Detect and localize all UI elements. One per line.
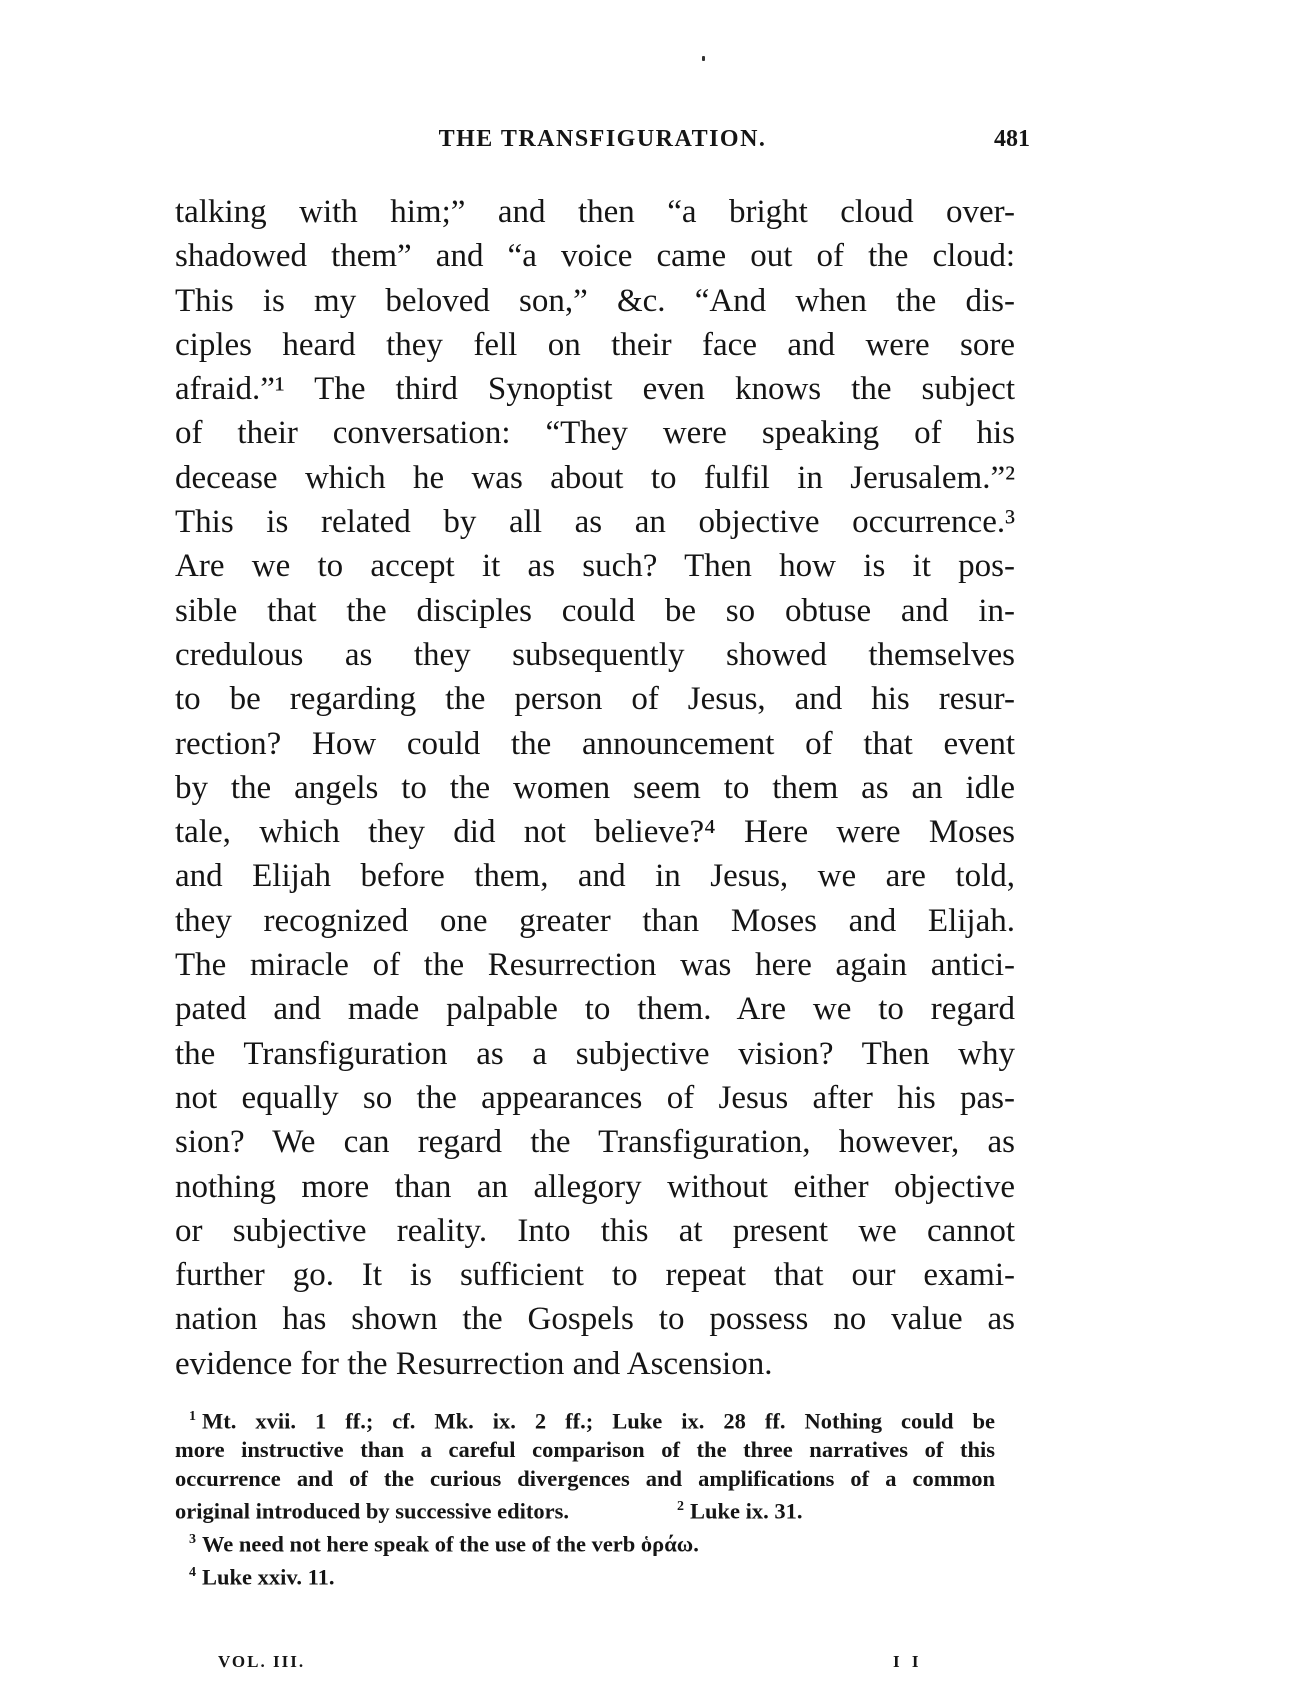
footnote-1-line: more instructive than a careful comparison of the three narratives of this [175,1437,995,1462]
body-line: pated and made palpable to them. Are we to regard [175,991,1015,1028]
body-line: The miracle of the Resurrection was here again antici- [175,947,1015,984]
footnote-2-text: Luke ix. 31. [689,1498,803,1524]
footnote-marker: 4 [189,1565,196,1580]
body-line: nation has shown the Gospels to possess no value as [175,1301,1015,1338]
body-line: and Elijah before them, and in Jesus, we are told, [175,858,1015,895]
body-line: nothing more than an allegory without either objective [175,1168,1015,1205]
body-line: they recognized one greater than Moses and Elijah. [175,902,1015,939]
body-line: shadowed them” and “a voice came out of the cloud: [175,238,1015,275]
body-line: credulous as they subsequently showed themselves [175,636,1015,673]
footnote-1-line [175,1493,995,1526]
print-speck [702,56,705,61]
footnote-1-line [175,1403,995,1436]
body-line: of their conversation: “They were speaking of his [175,415,1015,452]
body-line: tale, which they did not believe?⁴ Here were Moses [175,814,1015,851]
body-line: to be regarding the person of Jesus, and his resur- [175,681,1015,718]
body-paragraph [175,190,1015,1386]
body-line: This is my beloved son,” &c. “And when the dis- [175,282,1015,319]
body-line: sible that the disciples could be so obtuse and in- [175,592,1015,629]
footnote-marker: 1 [189,1409,196,1424]
footnote-3-line [175,1526,995,1559]
volume-signature: VOL. III. [218,1652,306,1671]
page-number: 481 [994,126,1030,152]
body-line: not equally so the appearances of Jesus after his pas- [175,1079,1015,1116]
body-line: decease which he was about to fulfil in Jerusalem.”² [175,459,1015,496]
footnote-1-text: Mt. xvii. 1 ff.; cf. Mk. ix. 2 ff.; Luke ix. 28 ff. Nothing could be [202,1408,995,1434]
footnote-3-text: We need not here speak of the use of the verb ὁράω. [202,1531,699,1557]
footnote-marker: 2 [676,1499,684,1514]
body-line: sion? We can regard the Transfiguration, however, as [175,1124,1015,1161]
running-title: THE TRANSFIGURATION. [438,126,767,152]
footnote-1-line: occurrence and of the curious divergences and amplifications of a common [175,1465,995,1491]
footnote-4-text: Luke xxiv. 11. [202,1564,335,1590]
body-line: ciples heard they fell on their face and were sore [175,326,1015,363]
body-line: Are we to accept it as such? Then how is it pos- [175,548,1015,585]
footnotes [175,1403,995,1592]
body-line: rection? How could the announcement of that event [175,725,1015,762]
body-line: by the angels to the women seem to them as an idle [175,769,1015,806]
page-header [175,126,1030,166]
body-line: afraid.”¹ The third Synoptist even knows the subject [175,371,1015,408]
footnote-1-text: original introduced by successive editors. [175,1498,569,1524]
body-line: This is related by all as an objective occurrence.³ [175,504,1015,541]
body-line: the Transfiguration as a subjective vision? Then why [175,1035,1015,1072]
gathering-signature: I I [893,1652,923,1671]
body-line: talking with him;” and then “a bright cloud over- [175,194,1015,230]
footnote-marker: 3 [189,1532,196,1547]
footnote-4-line [175,1559,995,1592]
body-line: or subjective reality. Into this at present we cannot [175,1212,1015,1249]
body-line: further go. It is sufficient to repeat that our exami- [175,1257,1015,1294]
body-line: evidence for the Resurrection and Ascension. [175,1345,773,1382]
